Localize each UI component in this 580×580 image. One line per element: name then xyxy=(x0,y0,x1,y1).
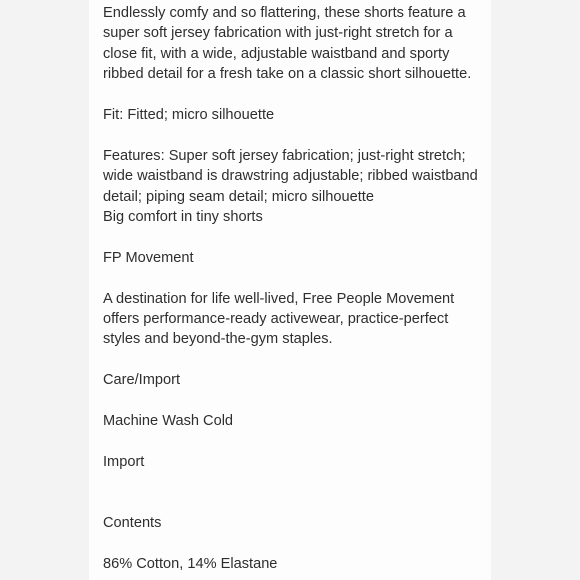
care-instruction: Machine Wash Cold xyxy=(103,413,234,430)
features-line: wide waistband is drawstring adjustable; ribbed waistband xyxy=(103,168,478,185)
features-line: detail; piping seam detail; micro silhouette xyxy=(103,188,374,205)
brand-blurb-line: styles and beyond-the-gym staples. xyxy=(103,331,333,348)
intro-line: close fit, with a wide, adjustable waistband and sporty xyxy=(103,45,450,62)
contents-heading: Contents xyxy=(103,515,162,532)
brand-blurb-line: offers performance-ready activewear, practice-perfect xyxy=(103,311,449,328)
intro-line: ribbed detail for a fresh take on a classic short silhouette. xyxy=(103,66,472,83)
features-line: Big comfort in tiny shorts xyxy=(103,209,263,226)
care-heading: Care/Import xyxy=(103,372,181,389)
brand-blurb-line: A destination for life well-lived, Free People Movement xyxy=(103,290,455,307)
features-paragraph xyxy=(103,146,488,228)
contents-value: 86% Cotton, 14% Elastane xyxy=(103,555,278,572)
intro-line: Endlessly comfy and so flattering, these shorts feature a xyxy=(103,5,466,21)
intro-line: super soft jersey fabrication with just-right stretch for a xyxy=(103,25,453,42)
brand-name: FP Movement xyxy=(103,249,194,266)
fit-line: Fit: Fitted; micro silhouette xyxy=(103,107,275,124)
description-text xyxy=(103,3,488,574)
brand-blurb-paragraph xyxy=(103,289,488,350)
intro-paragraph xyxy=(103,3,488,85)
origin-line: Import xyxy=(103,453,145,470)
features-line: Features: Super soft jersey fabrication; just-right stretch; xyxy=(103,147,466,164)
